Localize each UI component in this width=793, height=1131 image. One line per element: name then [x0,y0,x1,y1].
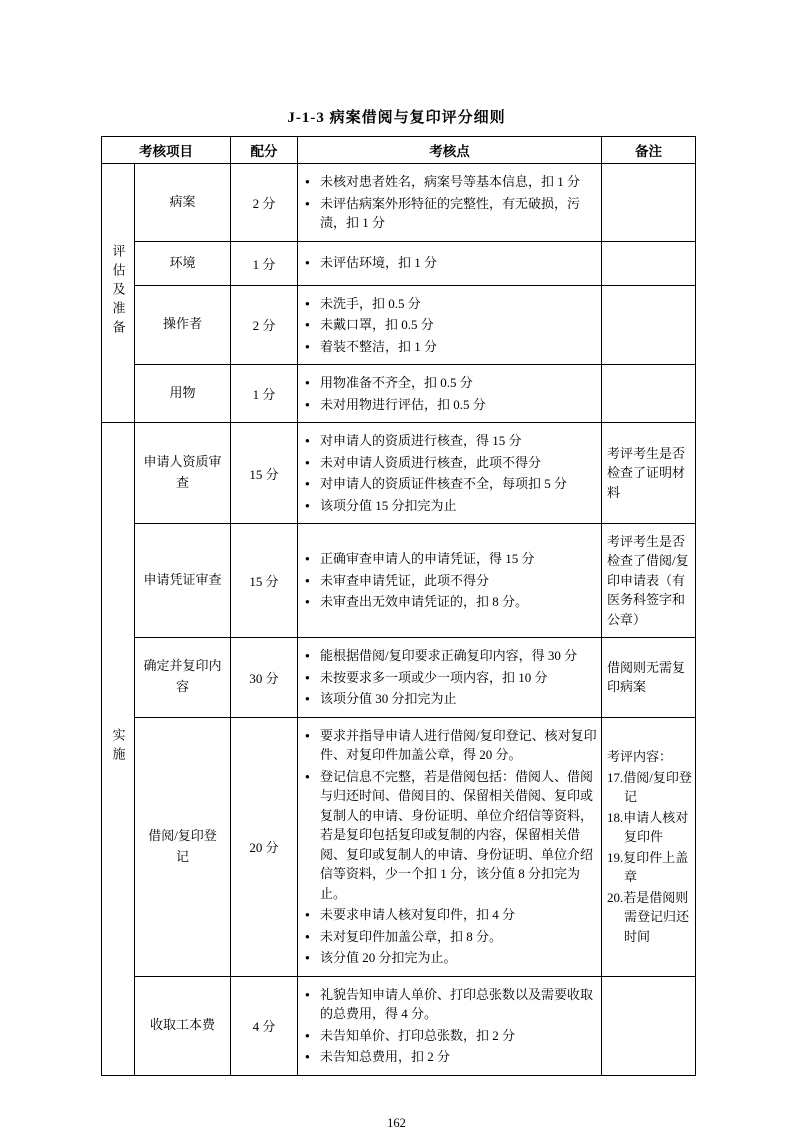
item-cell: 申请人资质审查 [135,423,231,524]
criteria-cell [298,423,602,524]
remark-text: 考评考生是否检查了借阅/复印申请表（有医务科签字和公章） [607,533,689,627]
page-number: 162 [387,1115,406,1130]
criterion-text: 着装不整洁，扣 1 分 [320,338,438,354]
criterion-text: 未要求申请人核对复印件，扣 4 分 [320,907,516,922]
bullet-icon: ● [305,771,310,781]
criterion-text: 未对用物进行评估，扣 0.5 分 [320,396,486,412]
item-cell: 环境 [135,241,231,285]
criterion [305,172,597,192]
points-cell: 20 分 [231,717,298,976]
bullet-icon: ● [305,1030,310,1040]
remark-text: 考评内容： [607,749,673,764]
criterion [305,373,597,393]
points-cell: 15 分 [231,423,298,524]
remark-cell [602,365,696,423]
remark-text: 17.借阅/复印登记 [607,769,692,804]
criterion-text: 该项分值 15 分扣完为止 [320,497,457,513]
header-points: 配分 [231,137,298,164]
bullet-icon: ● [305,500,310,510]
bullet-icon: ● [305,320,310,329]
criterion-text: 用物准备不齐全，扣 0.5 分 [320,375,473,390]
criterion [305,194,597,233]
bullet-icon: ● [305,341,310,351]
criterion-text: 未审查申请凭证，此项不得分 [320,572,490,588]
criterion-text: 对申请人的资质进行核查，得 15 分 [320,433,522,448]
criterion [305,668,597,688]
bullet-icon: ● [305,730,310,740]
criterion [305,453,597,473]
criterion [305,315,597,335]
header-remark: 备注 [602,137,696,164]
points-cell: 30 分 [231,638,298,718]
bullet-icon: ● [305,436,310,445]
criterion-text: 未告知单价、打印总张数，扣 2 分 [320,1027,516,1043]
table-row-medical-record [102,164,696,242]
criterion-text: 能根据借阅/复印要求正确复印内容，得 30 分 [320,648,578,663]
points-cell: 2 分 [231,164,298,242]
item-cell: 收取工本费 [135,976,231,1075]
table-header-row [102,137,696,164]
table-row-cost-fee [102,976,696,1075]
remark-cell [602,164,696,242]
criterion-text: 未对申请人资质进行核查，此项不得分 [320,454,542,470]
group-label: 评估及准备 [110,243,126,339]
criteria-cell [298,241,602,285]
criterion [305,927,597,947]
remark-cell [602,638,696,718]
points-cell: 4 分 [231,976,298,1075]
criteria-cell [298,285,602,365]
item-cell: 申请凭证审查 [135,524,231,638]
bullet-icon: ● [305,177,310,186]
item-cell: 用物 [135,365,231,423]
group-cell-evaluation-prep [102,164,135,423]
table-row-operator [102,285,696,365]
points-cell: 1 分 [231,241,298,285]
bullet-icon: ● [305,597,310,607]
bullet-icon: ● [305,694,310,703]
remark-cell [602,241,696,285]
group-cell-implementation [102,423,135,1076]
remark-text: 借阅则无需复印病案 [607,659,686,695]
criterion-text: 未评估病案外形特征的完整性，有无破损，污渍，扣 1 分 [320,195,581,230]
criteria-cell [298,976,602,1075]
header-assessment-points: 考核点 [298,137,602,164]
item-cell: 病案 [135,164,231,242]
remark-text: 19.复印件上盖章 [607,849,689,884]
item-cell: 借阅/复印登记 [135,717,231,976]
item-cell: 确定并复印内容 [135,638,231,718]
criteria-cell [298,365,602,423]
criterion [305,474,597,494]
bullet-icon: ● [305,198,310,208]
table-row-supplies [102,365,696,423]
bullet-icon: ● [305,298,310,308]
bullet-icon: ● [305,1052,310,1061]
criterion-text: 未告知总费用，扣 2 分 [320,1049,451,1064]
bullet-icon: ● [305,575,310,585]
group-label: 实施 [110,727,126,766]
criteria-cell [298,524,602,638]
criterion-text: 未核对患者姓名，病案号等基本信息，扣 1 分 [320,174,581,189]
criterion [305,1047,597,1067]
criterion [305,985,597,1024]
header-assessment-item: 考核项目 [102,137,231,164]
table-row-applicant-qualification [102,423,696,524]
points-cell: 15 分 [231,524,298,638]
bullet-icon: ● [305,989,310,999]
criterion [305,726,597,765]
criterion [305,496,597,516]
points-cell: 2 分 [231,285,298,365]
criterion [305,948,597,968]
criterion-text: 未按要求多一项或少一项内容，扣 10 分 [320,669,548,685]
criterion-text: 该项分值 30 分扣完为止 [320,691,457,706]
criterion-text: 未洗手，扣 0.5 分 [320,295,421,311]
criteria-cell [298,164,602,242]
criterion-text: 正确审查申请人的申请凭证，得 15 分 [320,551,535,567]
criterion-text: 要求并指导申请人进行借阅/复印登记、核对复印件、对复印件加盖公章，得 20 分。 [320,727,597,762]
table-row-environment [102,241,696,285]
remark-cell [602,423,696,524]
criterion [305,905,597,925]
remark-text: 18.申请人核对复印件 [607,809,689,844]
remark-cell [602,524,696,638]
criterion [305,549,597,569]
bullet-icon: ● [305,378,310,387]
criterion [305,337,597,357]
bullet-icon: ● [305,258,310,268]
criterion-text: 未戴口罩，扣 0.5 分 [320,317,434,332]
criterion-text: 礼貌告知申请人单价、打印总张数以及需要收取的总费用，得 4 分。 [320,986,594,1021]
criterion [305,431,597,451]
points-cell: 1 分 [231,365,298,423]
criterion-text: 该分值 20 分扣完为止。 [320,950,457,965]
criterion [305,571,597,591]
criterion [305,646,597,666]
criterion [305,294,597,314]
remark-text: 考评考生是否检查了证明材料 [607,445,686,500]
criterion-text: 未审查出无效申请凭证的，扣 8 分。 [320,594,529,610]
bullet-icon: ● [305,399,310,409]
criterion [305,767,597,904]
criterion-text: 未对复印件加盖公章，扣 8 分。 [320,928,503,944]
bullet-icon: ● [305,672,310,682]
criterion-text: 未评估环境，扣 1 分 [320,255,438,271]
bullet-icon: ● [305,651,310,660]
table-row-application-voucher [102,524,696,638]
bullet-icon: ● [305,554,310,564]
remark-cell [602,717,696,976]
criterion [305,253,597,273]
bullet-icon: ● [305,479,310,488]
remark-text: 20.若是借阅则需登记归还时间 [607,889,690,944]
criterion [305,395,597,415]
table-row-registration [102,717,696,976]
criterion-text: 登记信息不完整，若是借阅包括：借阅人、借阅与归还时间、借阅目的、保留相关借阅、复印或复制人的申请、身份证明、单位介绍信等资料，若是复印包括复印或复制的内容，保留相关借阅、复印或复制人的申请、身份证明、单位介绍信等资料，少一个扣 1 分，该分值 8 分扣完为止。 [320,768,594,901]
table-row-copy-content [102,638,696,718]
criterion [305,592,597,612]
scoring-table [101,136,696,1076]
item-cell: 操作者 [135,285,231,365]
criterion [305,689,597,709]
bullet-icon: ● [305,457,310,467]
criterion [305,1026,597,1046]
bullet-icon: ● [305,931,310,941]
page-title: J-1-3 病案借阅与复印评分细则 [287,110,506,126]
bullet-icon: ● [305,910,310,919]
criterion-text: 对申请人的资质证件核查不全，每项扣 5 分 [320,476,568,491]
bullet-icon: ● [305,953,310,962]
remark-cell [602,285,696,365]
criteria-cell [298,717,602,976]
remark-cell [602,976,696,1075]
criteria-cell [298,638,602,718]
